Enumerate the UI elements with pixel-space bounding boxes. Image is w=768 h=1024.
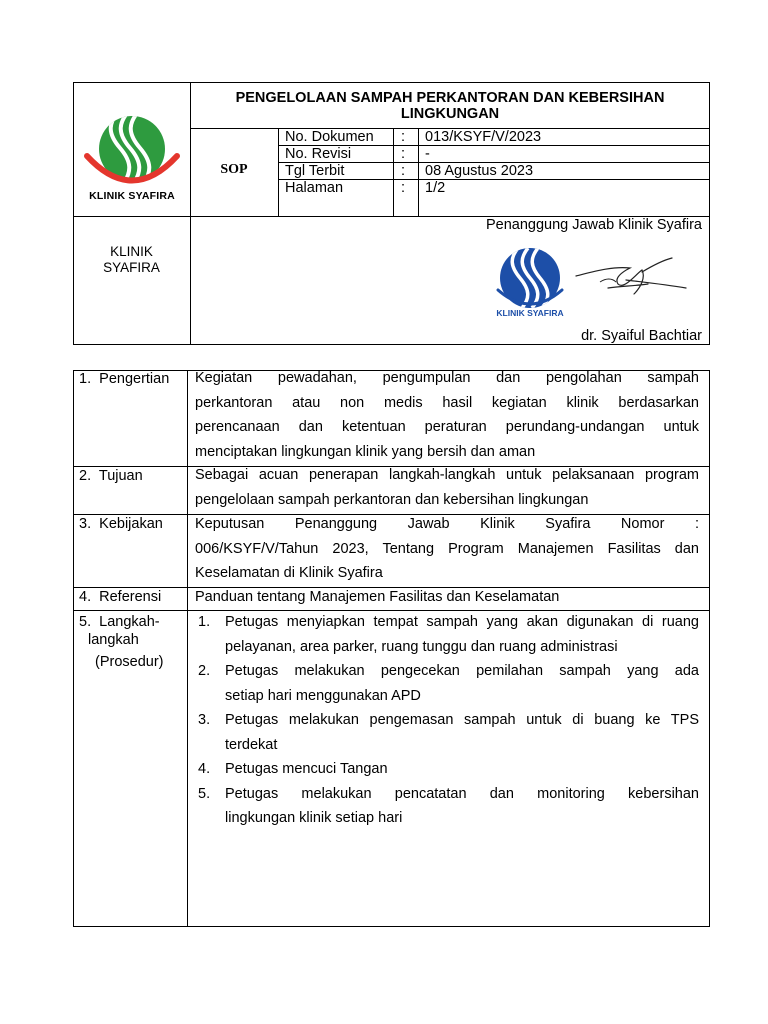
step-line: terdekat bbox=[225, 736, 278, 753]
procedure-step bbox=[188, 659, 699, 708]
label-line: (Prosedur) bbox=[95, 654, 164, 670]
procedure-step bbox=[188, 782, 699, 831]
step-line: pelayanan, area parker, ruang tunggu dan ruang administrasi bbox=[225, 638, 618, 655]
section-body-reference bbox=[195, 585, 699, 610]
section-label-procedure bbox=[79, 613, 187, 671]
procedure-step bbox=[188, 708, 699, 757]
section-label-policy: 3. Kebijakan bbox=[79, 516, 163, 532]
clinic-stamp bbox=[486, 246, 582, 322]
step-number: 1. bbox=[198, 614, 211, 630]
sop-col-divider bbox=[278, 128, 279, 216]
meta-value-revision: - bbox=[425, 146, 430, 162]
clinic-logo bbox=[78, 110, 186, 206]
step-number: 3. bbox=[198, 712, 211, 728]
section-body-purpose bbox=[195, 463, 699, 512]
step-line: setiap hari menggunakan APD bbox=[225, 687, 421, 704]
meta-value-page: 1/2 bbox=[425, 180, 446, 196]
meta-sep: : bbox=[401, 146, 406, 162]
section-label-purpose: 2. Tujuan bbox=[79, 468, 143, 484]
colon-col-right bbox=[418, 128, 419, 216]
label-line: langkah bbox=[88, 632, 139, 648]
clinic-name-line1: KLINIK bbox=[110, 244, 153, 259]
section-label-definition: 1. Pengertian bbox=[79, 371, 170, 387]
klinik-syafira-logo-icon bbox=[78, 110, 186, 190]
procedure-step bbox=[188, 757, 699, 782]
text-line: Panduan tentang Manajemen Fasilitas dan Keselamatan bbox=[195, 589, 560, 605]
meta-sep: : bbox=[401, 163, 406, 179]
step-number: 2. bbox=[198, 663, 211, 679]
meta-label-page: Halaman bbox=[285, 180, 344, 196]
stamp-logo-icon bbox=[486, 246, 582, 310]
text-line: pengelolaan sampah perkantoran dan kebersihan lingkungan bbox=[195, 491, 589, 508]
step-number: 5. bbox=[198, 785, 211, 802]
text-line: Kegiatan pewadahan, pengumpulan dan pengolahan sampah bbox=[195, 370, 699, 386]
step-line: Petugas melakukan pencatatan dan monitoring kebersihan bbox=[225, 785, 699, 802]
procedure-step bbox=[188, 610, 699, 659]
text-line: Sebagai acuan penerapan langkah-langkah untuk pelaksanaan program bbox=[195, 467, 699, 483]
responsible-name: dr. Syaiful Bachtiar bbox=[581, 328, 702, 344]
document-title: PENGELOLAAN SAMPAH PERKANTORAN DAN KEBERSIHAN LINGKUNGAN bbox=[235, 90, 665, 122]
logo-text: KLINIK SYAFIRA bbox=[89, 190, 175, 202]
text-line: perencanaan dan ketentuan peraturan perundang-undangan untuk bbox=[195, 419, 699, 435]
meta-label-revision: No. Revisi bbox=[285, 146, 352, 162]
responsible-title: Penanggung Jawab Klinik Syafira bbox=[485, 217, 702, 233]
clinic-name-line2: SYAFIRA bbox=[103, 260, 160, 275]
section-label-reference: 4. Referensi bbox=[79, 589, 162, 605]
meta-sep: : bbox=[401, 180, 406, 196]
label-line: 5. Langkah- bbox=[79, 614, 160, 630]
text-line: menciptakan lingkungan klinik yang bersih dan aman bbox=[195, 443, 536, 460]
text-line: 006/KSYF/V/Tahun 2023, Tentang Program Manajemen Fasilitas dan bbox=[195, 540, 699, 557]
step-line: lingkungan klinik setiap hari bbox=[225, 810, 403, 826]
colon-col-left bbox=[393, 128, 394, 216]
signature-icon bbox=[572, 254, 692, 304]
step-line: Petugas menyiapkan tempat sampah yang akan digunakan di ruang bbox=[225, 614, 699, 630]
step-line: Petugas melakukan pengemasan sampah untuk di buang ke TPS bbox=[225, 712, 699, 728]
section-body-policy bbox=[195, 512, 699, 586]
text-line: Keputusan Penanggung Jawab Klinik Syafira Nomor : bbox=[195, 516, 699, 532]
step-line: Petugas mencuci Tangan bbox=[225, 761, 388, 777]
header-col-divider bbox=[190, 82, 191, 345]
meta-label-issue-date: Tgl Terbit bbox=[285, 163, 345, 179]
sop-label: SOP bbox=[220, 162, 248, 177]
meta-value-issue-date: 08 Agustus 2023 bbox=[425, 163, 534, 179]
step-line: Petugas melakukan pengecekan pemilahan sampah yang ada bbox=[225, 663, 699, 679]
meta-label-doc-no: No. Dokumen bbox=[285, 129, 374, 145]
procedure-steps bbox=[188, 610, 699, 831]
clinic-name bbox=[73, 244, 190, 276]
meta-sep: : bbox=[401, 129, 406, 145]
step-number: 4. bbox=[198, 761, 211, 777]
text-line: perkantoran atau non medis hasil kegiatan klinik berdasarkan bbox=[195, 394, 699, 411]
text-line: Keselamatan di Klinik Syafira bbox=[195, 565, 383, 581]
stamp-text: KLINIK SYAFIRA bbox=[496, 308, 564, 318]
section-body-definition bbox=[195, 366, 699, 464]
meta-value-doc-no: 013/KSYF/V/2023 bbox=[425, 129, 542, 145]
